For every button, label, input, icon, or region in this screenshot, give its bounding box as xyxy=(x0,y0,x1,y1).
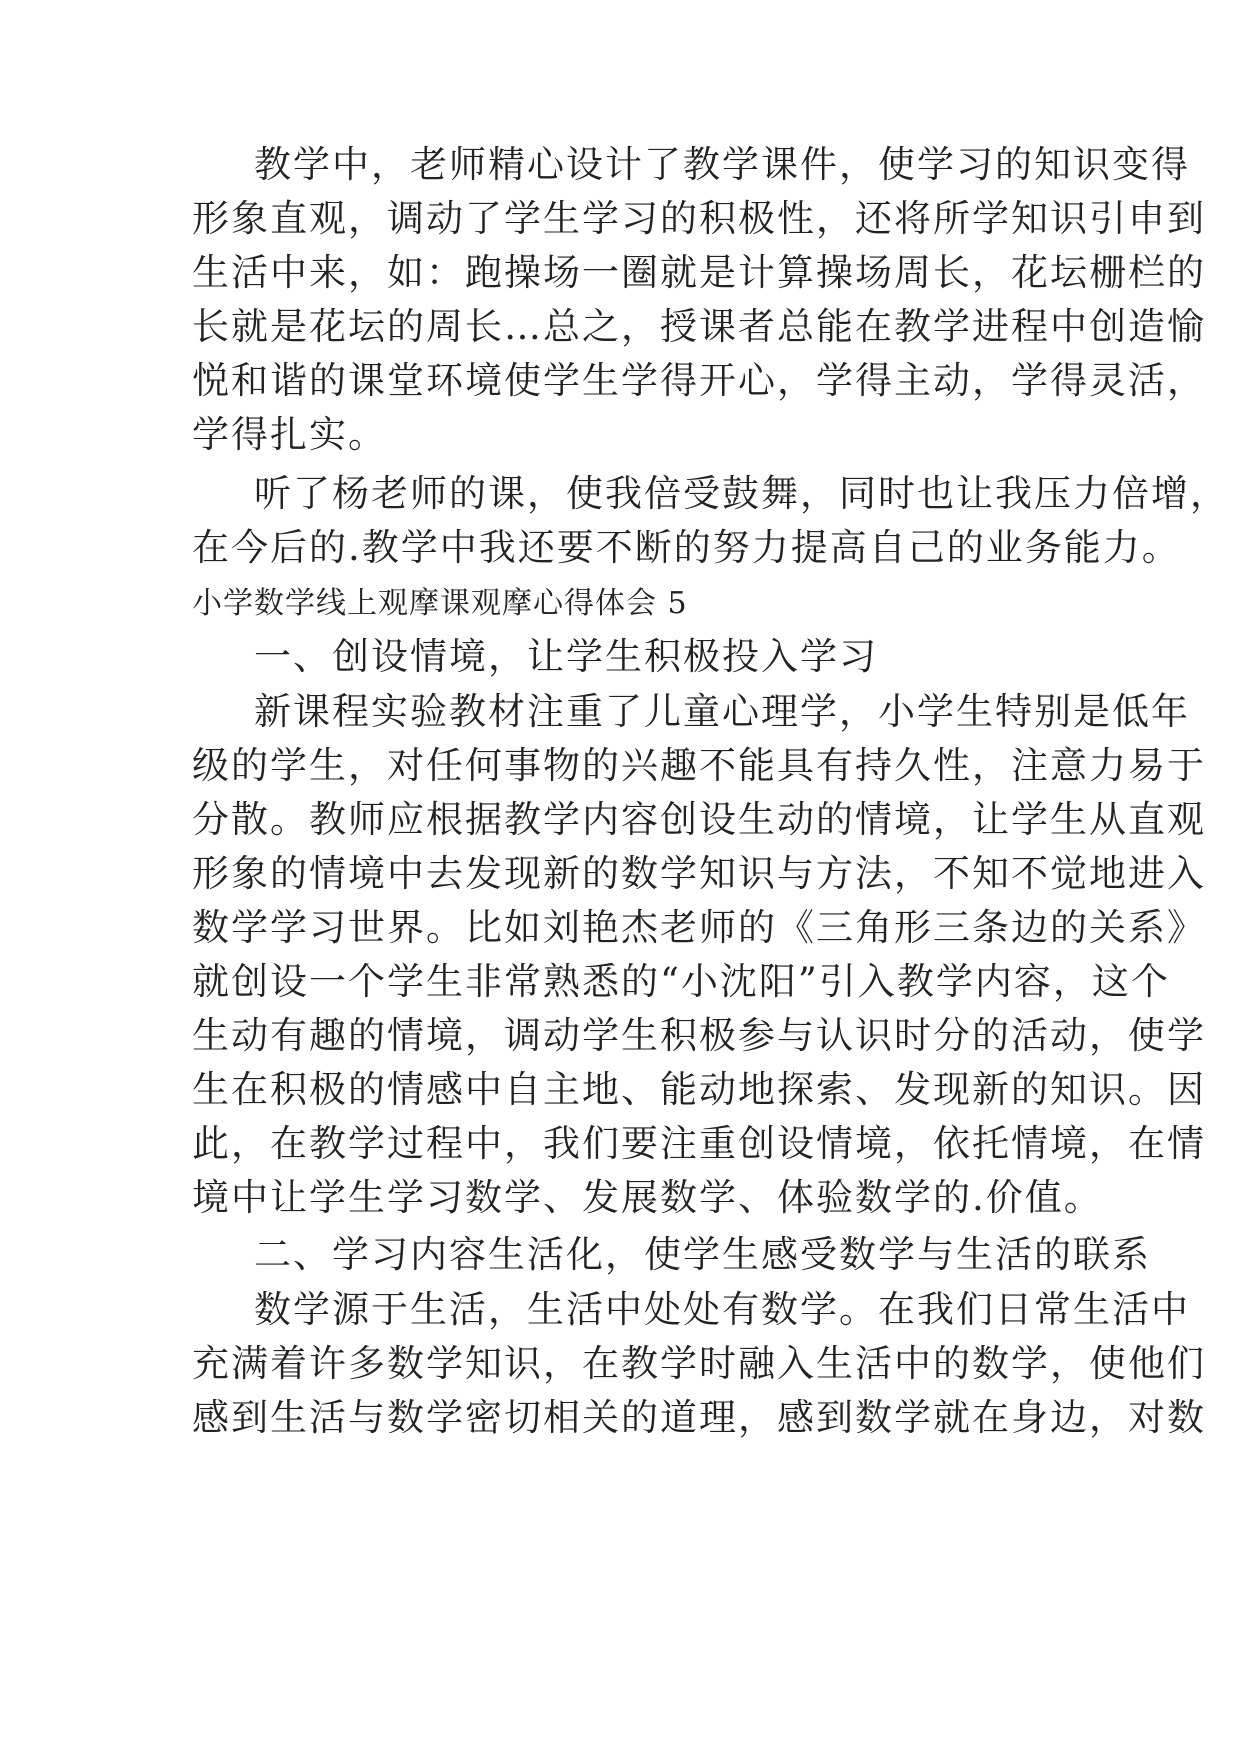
paragraph-1-line-5: 悦和谐的课堂环境使学生学得开心，学得主动，学得灵活， xyxy=(192,359,1206,402)
paragraph-3-line-2: 级的学生，对任何事物的兴趣不能具有持久性，注意力易于 xyxy=(192,744,1206,787)
paragraph-4-line-2: 充满着许多数学知识，在教学时融入生活中的数学，使他们 xyxy=(192,1342,1206,1385)
paragraph-1-line-4: 长就是花坛的周长…总之，授课者总能在教学进程中创造愉 xyxy=(192,305,1206,348)
paragraph-1-line-6: 学得扎实。 xyxy=(192,413,387,456)
paragraph-4-line-1: 数学源于生活，生活中处处有数学。在我们日常生活中 xyxy=(254,1288,1190,1331)
paragraph-3-line-5: 数学学习世界。比如刘艳杰老师的《三角形三条边的关系》 xyxy=(192,906,1206,949)
paragraph-2-line-2: 在今后的.教学中我还要不断的努力提高自己的业务能力。 xyxy=(192,526,1181,569)
paragraph-3-line-10: 境中让学生学习数学、发展数学、体验数学的.价值。 xyxy=(192,1176,1103,1219)
paragraph-2-line-1: 听了杨老师的课，使我倍受鼓舞，同时也让我压力倍增， xyxy=(254,472,1229,515)
paragraph-1-line-3: 生活中来，如：跑操场一圈就是计算操场周长，花坛栅栏的 xyxy=(192,251,1206,294)
paragraph-3-line-6: 就创设一个学生非常熟悉的“小沈阳”引入教学内容，这个 xyxy=(192,960,1170,1003)
paragraph-1-line-1: 教学中，老师精心设计了教学课件，使学习的知识变得 xyxy=(254,143,1190,186)
paragraph-3-line-7: 生动有趣的情境，调动学生积极参与认识时分的活动，使学 xyxy=(192,1014,1206,1057)
subheading-1: 一、创设情境，让学生积极投入学习 xyxy=(254,635,878,678)
paragraph-3-line-9: 此，在教学过程中，我们要注重创设情境，依托情境，在情 xyxy=(192,1122,1206,1165)
section-title: 小学数学线上观摩课观摩心得体会 5 xyxy=(192,586,688,621)
paragraph-3-line-8: 生在积极的情感中自主地、能动地探索、发现新的知识。因 xyxy=(192,1068,1206,1111)
paragraph-3-line-1: 新课程实验教材注重了儿童心理学，小学生特别是低年 xyxy=(254,690,1190,733)
paragraph-1-line-2: 形象直观，调动了学生学习的积极性，还将所学知识引申到 xyxy=(192,197,1206,240)
subheading-2: 二、学习内容生活化，使学生感受数学与生活的联系 xyxy=(254,1233,1151,1276)
paragraph-3-line-3: 分散。教师应根据教学内容创设生动的情境，让学生从直观 xyxy=(192,798,1206,841)
paragraph-4-line-3: 感到生活与数学密切相关的道理，感到数学就在身边，对数 xyxy=(192,1396,1206,1439)
paragraph-3-line-4: 形象的情境中去发现新的数学知识与方法，不知不觉地进入 xyxy=(192,852,1206,895)
